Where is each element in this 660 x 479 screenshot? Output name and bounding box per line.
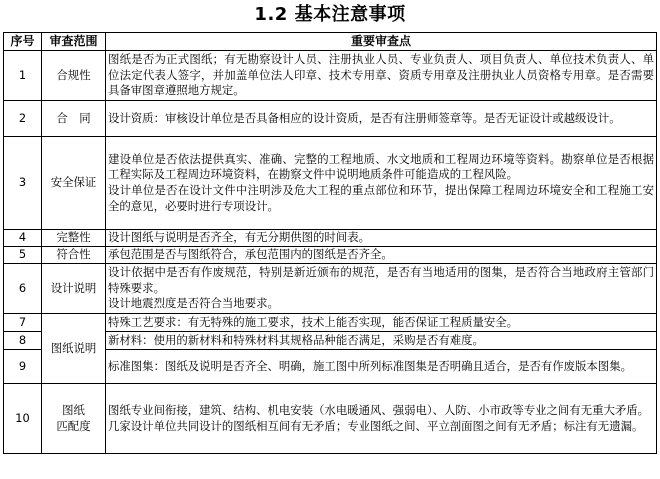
review-table <box>3 32 657 454</box>
scope-line: 图纸 <box>62 402 85 417</box>
point-text: 设计地震烈度是否符合当地要求。 <box>108 296 279 311</box>
section-title: 1.2 基本注意事项 <box>254 4 406 25</box>
point-text: 图纸是否为正式图纸；有无勘察设计人员、注册执业人员、专业负责人、项目负责人、单位技术负责人、单位法定代表人签字，并加盖单位法人印章、技术专用章、资质专用章及注册执业人员资格专用章。是否需要具备审图章遵照地方规定。 <box>108 52 654 98</box>
point-text: 承包范围是否与图纸符合，承包范围内的图纸是否齐全。 <box>108 247 393 262</box>
row-num: 7 <box>4 314 42 332</box>
point-text: 新材料：使用的新材料和特殊材料其规格品种能否满足，采购是否有难度。 <box>108 332 484 347</box>
point-text: 建设单位是否依法提供真实、准确、完整的工程地质、水文地质和工程周边环境等资料。勘察单位是否根据工程实际及工程周边环境资料，在勘察文件中说明地质条件可能造成的工程风险。 <box>108 151 654 182</box>
table-row <box>4 384 657 454</box>
row-num: 3 <box>4 137 42 230</box>
header-points: 重要审查点 <box>106 33 657 51</box>
table-row <box>4 230 657 247</box>
point-text: 标准图集：图纸及说明是否齐全、明确，施工图中所列标准图集是否明确且适合，是否有作废版本图集。 <box>108 358 632 373</box>
point-text: 设计依据中是否有作废规范，特别是新近颁布的规范，是否有当地适用的图集，是否符合当地政府主管部门特殊要求。 <box>108 265 654 295</box>
point-text: 设计图纸与说明是否齐全，有无分期供图的时间表。 <box>108 230 370 245</box>
point-text: 几家设计单位共同设计的图纸相互间有无矛盾；专业图纸之间、平立剖面图之间有无矛盾；标注有无遗漏。 <box>108 418 644 433</box>
row-scope: 设计说明 <box>42 264 106 314</box>
row-points <box>106 247 657 264</box>
row-scope: 完整性 <box>42 230 106 247</box>
row-points <box>106 384 657 454</box>
row-points <box>106 137 657 230</box>
row-num: 9 <box>4 350 42 384</box>
row-scope: 合 同 <box>42 101 106 137</box>
table-row <box>4 264 657 314</box>
row-scope: 符合性 <box>42 247 106 264</box>
table-row <box>4 247 657 264</box>
point-text: 特殊工艺要求：有无特殊的施工要求，技术上能否实现，能否保证工程质量安全。 <box>108 314 519 329</box>
row-points <box>106 230 657 247</box>
header-num: 序号 <box>4 33 42 51</box>
row-num: 10 <box>4 384 42 454</box>
table-row <box>4 51 657 101</box>
point-text: 设计单位是否在设计文件中注明涉及危大工程的重点部位和环节，提出保障工程周边环境安全和工程施工安全的意见，必要时进行专项设计。 <box>108 183 654 213</box>
point-text: 设计资质：审核设计单位是否具备相应的设计资质，是否有注册师签章等。是否无证设计或越级设计。 <box>108 110 621 125</box>
table-row <box>4 137 657 230</box>
row-num: 6 <box>4 264 42 314</box>
row-num: 2 <box>4 101 42 137</box>
row-scope: 图纸说明 <box>42 314 106 384</box>
table-row <box>4 314 657 332</box>
row-points <box>106 314 657 332</box>
row-num: 4 <box>4 230 42 247</box>
row-points <box>106 332 657 350</box>
row-scope: 合规性 <box>42 51 106 101</box>
table-header-row <box>4 33 657 51</box>
row-points <box>106 101 657 137</box>
row-num: 8 <box>4 332 42 350</box>
row-points <box>106 51 657 101</box>
table-row <box>4 101 657 137</box>
row-points <box>106 264 657 314</box>
row-points <box>106 350 657 384</box>
row-scope: 安全保证 <box>42 137 106 230</box>
point-text: 图纸专业间衔接，建筑、结构、机电安装（水电暖通风、强弱电）、人防、小市政等专业之间有无重大矛盾。 <box>108 402 650 417</box>
scope-line: 匹配度 <box>56 418 91 433</box>
row-scope <box>42 384 106 454</box>
header-scope: 审查范围 <box>42 33 106 51</box>
row-num: 5 <box>4 247 42 264</box>
row-num: 1 <box>4 51 42 101</box>
